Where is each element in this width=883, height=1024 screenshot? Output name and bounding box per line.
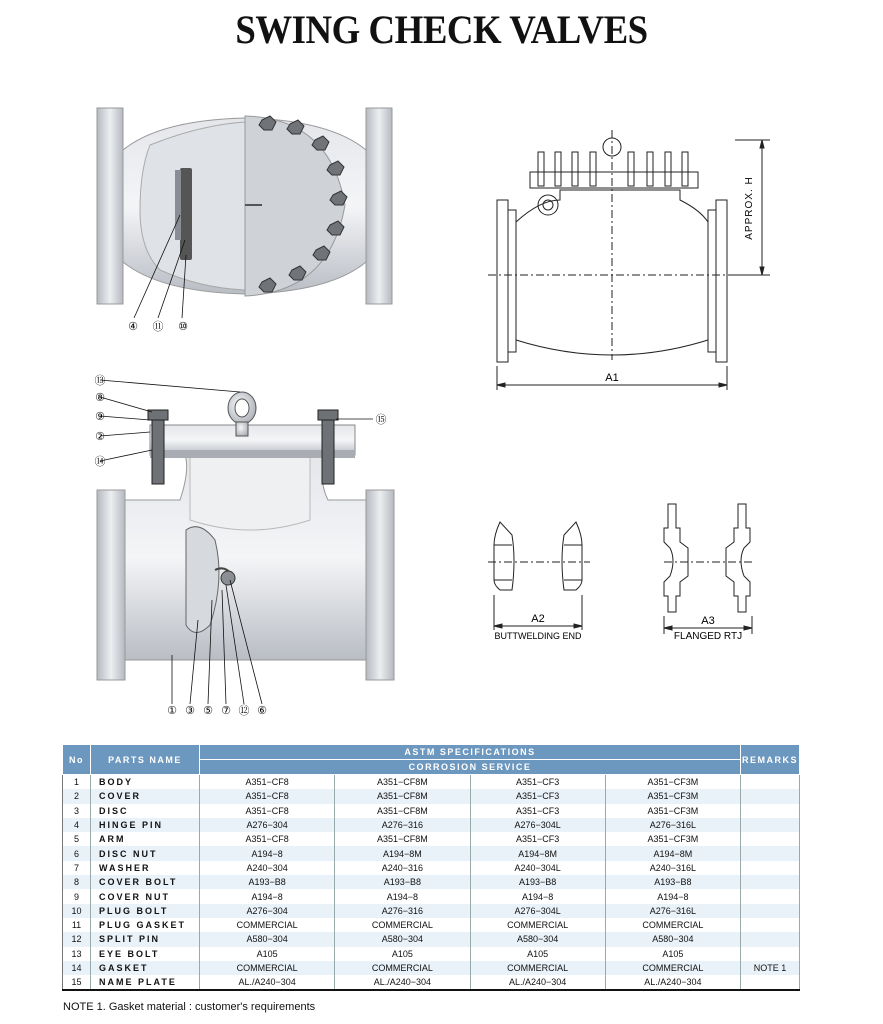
caption-buttwelding-end: BUTTWELDING END (494, 631, 582, 641)
valve-elevation-drawing (488, 130, 770, 390)
page-title: SWING CHECK VALVES (235, 7, 648, 52)
callout-3: ③ (185, 705, 195, 717)
callout-2: ② (95, 431, 105, 443)
table-row: 11 PLUG GASKET COMMERCIAL COMMERCIAL COMMERCIAL COMMERCIAL (63, 918, 800, 932)
table-row: 15 NAME PLATE AL./A240−304 AL./A240−304 AL./A240−304 AL./A240−304 (63, 975, 800, 990)
table-row: 14 GASKET COMMERCIAL COMMERCIAL COMMERCIAL COMMERCIAL NOTE 1 (63, 961, 800, 975)
valve-exterior-view (97, 108, 392, 333)
table-row: 5 ARM A351−CF8 A351−CF8M A351−CF3 A351−CF3M (63, 832, 800, 846)
table-row: 9 COVER NUT A194−8 A194−8 A194−8 A194−8 (63, 889, 800, 903)
callout-15: ⑮ (375, 414, 387, 426)
header-astm-specifications: ASTM SPECIFICATIONS (200, 745, 741, 760)
callout-1: ① (167, 705, 177, 717)
material-spec-table (62, 744, 800, 991)
callout-8: ⑧ (95, 392, 105, 404)
table-row: 12 SPLIT PIN A580−304 A580−304 A580−304 A580−304 (63, 932, 800, 946)
table-row: 10 PLUG BOLT A276−304 A276−316 A276−304L A276−316L (63, 904, 800, 918)
table-row: 2 COVER A351−CF8 A351−CF8M A351−CF3 A351−CF3M (63, 789, 800, 803)
callout-11: ⑪ (152, 321, 164, 333)
table-row: 1 BODY A351−CF8 A351−CF8M A351−CF3 A351−CF3M (63, 775, 800, 790)
valve-section-view (95, 374, 395, 717)
dim-approx-h: APPROX. H (744, 176, 755, 240)
callout-14: ⑭ (94, 456, 106, 468)
dim-a3: A3 (701, 615, 715, 627)
callout-12: ⑫ (238, 705, 250, 717)
callout-7: ⑦ (221, 705, 231, 717)
callout-5: ⑤ (203, 705, 213, 717)
table-row: 6 DISC NUT A194−8 A194−8M A194−8M A194−8M (63, 846, 800, 860)
header-no: No (63, 745, 91, 775)
callout-10: ⑩ (178, 321, 188, 333)
caption-flanged-rtj: FLANGED RTJ (673, 631, 743, 642)
callout-4: ④ (128, 321, 138, 333)
callout-6: ⑥ (257, 705, 267, 717)
header-remarks: REMARKS (741, 745, 800, 775)
table-row: 3 DISC A351−CF8 A351−CF8M A351−CF3 A351−CF3M (63, 804, 800, 818)
callout-13: ⑬ (94, 375, 106, 387)
dim-a2: A2 (531, 613, 545, 625)
table-row: 8 COVER BOLT A193−B8 A193−B8 A193−B8 A193−B8 (63, 875, 800, 889)
footnote: NOTE 1. Gasket material : customer's requirements (63, 1001, 316, 1013)
table-row: 4 HINGE PIN A276−304 A276−316 A276−304L A276−316L (63, 818, 800, 832)
header-corrosion-service: CORROSION SERVICE (200, 760, 741, 775)
table-row: 7 WASHER A240−304 A240−316 A240−304L A240−316L (63, 861, 800, 875)
dim-a1: A1 (605, 372, 619, 384)
callout-9: ⑨ (95, 411, 105, 423)
table-row: 13 EYE BOLT A105 A105 A105 A105 (63, 947, 800, 961)
header-parts-name: PARTS NAME (91, 745, 200, 775)
